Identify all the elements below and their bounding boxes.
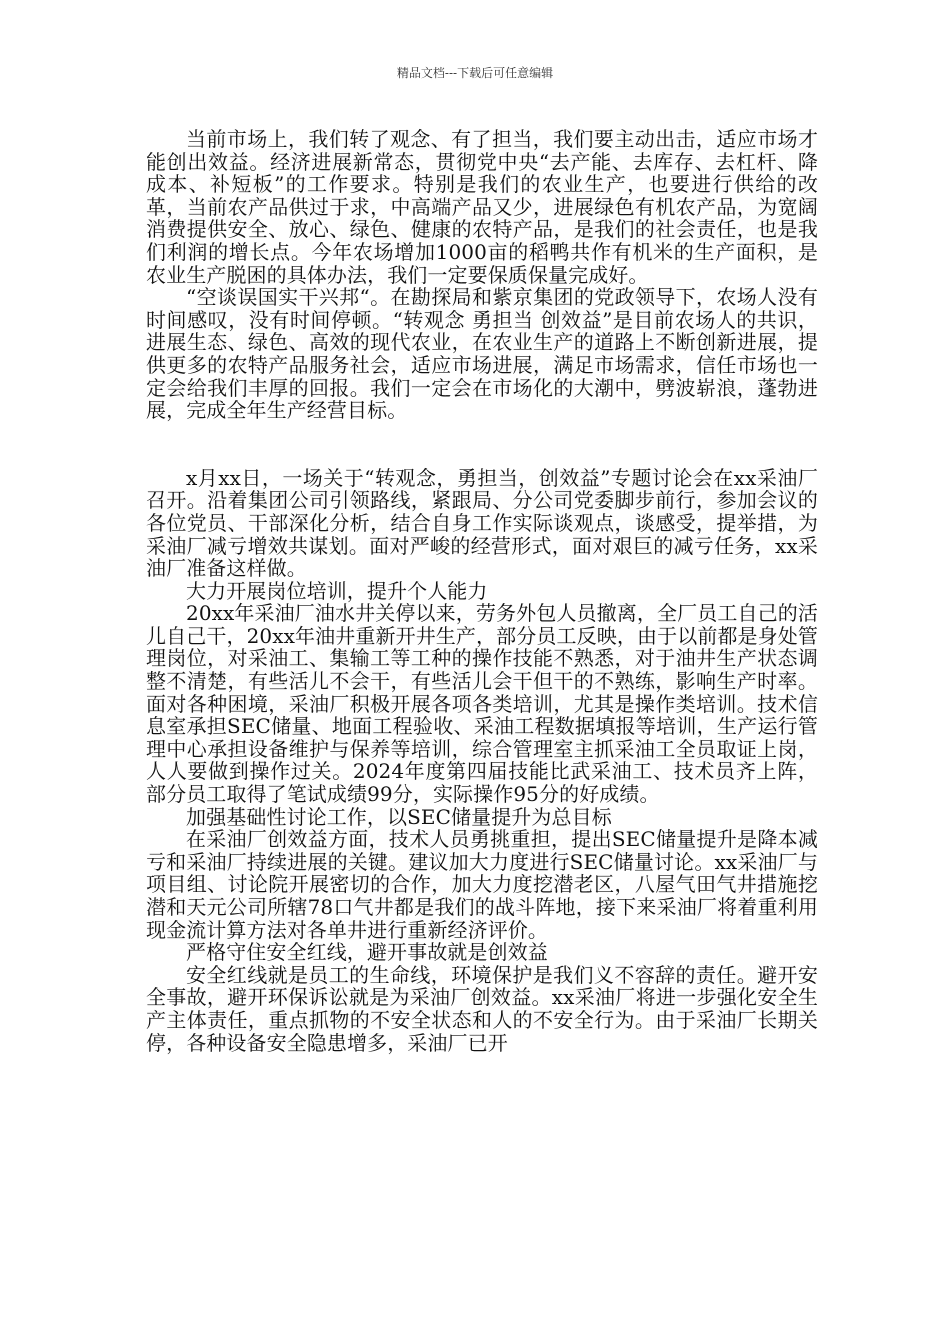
section-heading: 加强基础性讨论工作，以SEC储量提升为总目标 (186, 804, 612, 829)
document-body (146, 128, 818, 1054)
section-intro: x月xx日，一场关于“转观念，勇担当，创效益”专题讨论会在xx采油厂召开。沿着集团公司引领路线，紧跟局、分公司党委脚步前行，参加会议的各位党员、干部深化分析，结合自身工作实际谈观点，谈感受，提举措，为采油厂减亏增效共谋划。面对严峻的经营形式，面对艰巨的减亏任务，xx采油厂准备这样做。 (146, 465, 818, 581)
page-header: 精品文档---下载后可任意编辑 (396, 66, 554, 80)
paragraph: 安全红线就是员工的生命线，环境保护是我们义不容辞的责任。避开安全事故，避开环保诉讼就是为采油厂创效益。xx采油厂将进一步强化安全生产主体责任，重点抓物的不安全状态和人的不安全行为。由于采油厂长期关停，各种设备安全隐患增多，采油厂已开 (146, 962, 818, 1055)
section-gap (146, 422, 818, 467)
paragraph: 当前市场上，我们转了观念、有了担当，我们要主动出击，适应市场才能创出效益。经济进展新常态，贯彻党中央“去产能、去库存、去杠杆、降成本、补短板”的工作要求。特别是我们的农业生产，也要进行供给的改革，当前农产品供过于求，中高端产品又少，进展绿色有机农产品，为宽阔消费提供安全、放心、绿色、健康的农特产品，是我们的社会责任，也是我们利润的增长点。今年农场增加1000亩的稻鸭共作有机米的生产面积，是农业生产脱困的具体办法，我们一定要保质保量完成好。 (146, 127, 818, 287)
section-heading: 严格守住安全红线，避开事故就是创效益 (186, 940, 548, 965)
paragraph: 在采油厂创效益方面，技术人员勇挑重担，提出SEC储量提升是降本减亏和采油厂持续进展的关键。建议加大力度进行SEC储量讨论。xx采油厂与项目组、讨论院开展密切的合作，加大力度挖潜老区，八屋气田气井措施挖潜和天元公司所辖78口气井都是我们的战斗阵地，接下来采油厂将着重利用现金流计算方法对各单井进行重新经济评价。 (146, 827, 818, 942)
section-heading: 大力开展岗位培训，提升个人能力 (186, 578, 488, 603)
paragraph: “空谈误国实干兴邦“。在勘探局和紫京集团的党政领导下，农场人没有时间感叹，没有时间停顿。“转观念 勇担当 创效益”是目前农场人的共识，进展生态、绿色、高效的现代农业，在农业生产的道路上不断创新进展，提供更多的农特产品服务社会，适应市场进展，满足市场需求，信任市场也一定会给我们丰厚的回报。我们一定会在市场化的大潮中，劈波崭浪，蓬勃进展，完成全年生产经营目标。 (146, 285, 818, 423)
paragraph: 20xx年采油厂油水井关停以来，劳务外包人员撤离，全厂员工自己的活儿自己干，20xx年油井重新开井生产，部分员工反映，由于以前都是身处管理岗位，对采油工、集输工等工种的操作技能不熟悉，对于油井生产状态调整不清楚，有些活儿不会干，有些活儿会干但干的不熟练，影响生产时率。面对各种困境，采油厂积极开展各项各类培训，尤其是操作类培训。技术信息室承担SEC储量、地面工程验收、采油工程数据填报等培训，生产运行管理中心承担设备维护与保养等培训，综合管理室主抓采油工全员取证上岗，人人要做到操作过关。2024年度第四届技能比武采油工、技术员齐上阵，部分员工取得了笔试成绩99分，实际操作95分的好成绩。 (146, 601, 818, 807)
